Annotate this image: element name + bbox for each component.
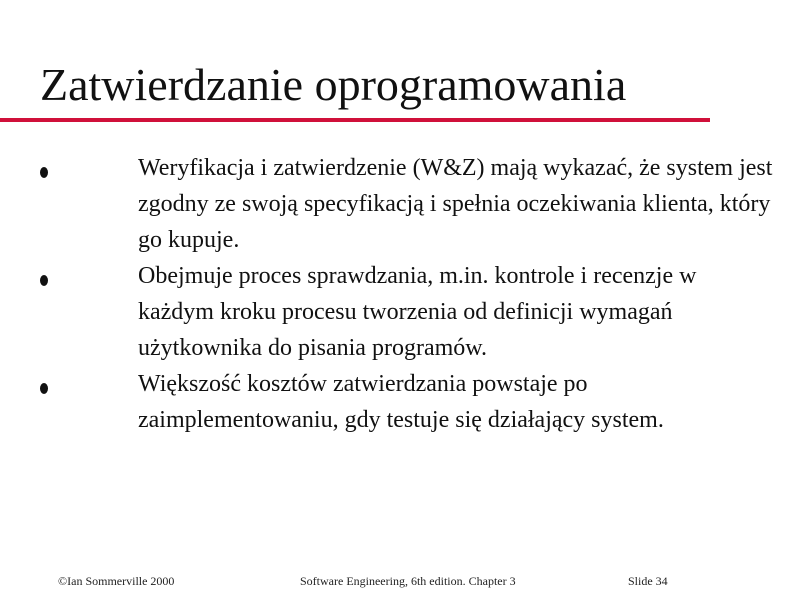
bullet-text: Weryfikacja i zatwierdzenie (W&Z) mają wykazać, że system jest zgodny ze swoją specyfikacją i spełnia oczekiwania klienta, który go kupuje.	[138, 155, 773, 253]
footer-copyright: ©Ian Sommerville 2000	[58, 574, 175, 588]
title-underline	[0, 118, 710, 122]
bullet-text: Obejmuje proces sprawdzania, m.in. kontrole i recenzje w każdym kroku procesu tworzenia od definicji wymagań użytkownika do pisania programów.	[138, 263, 697, 361]
bullet-text: Większość kosztów zatwierdzania powstaje po zaimplementowaniu, gdy testuje się działający system.	[138, 371, 664, 433]
bullet-dot-icon	[40, 275, 48, 286]
bullet-dot-icon	[40, 383, 48, 394]
slide-title: Zatwierdzanie oprogramowania	[40, 59, 627, 110]
footer-book-title: Software Engineering, 6th edition. Chapter 3	[300, 574, 516, 588]
footer-slide-number: Slide 34	[628, 574, 668, 588]
bullet-dot-icon	[40, 167, 48, 178]
